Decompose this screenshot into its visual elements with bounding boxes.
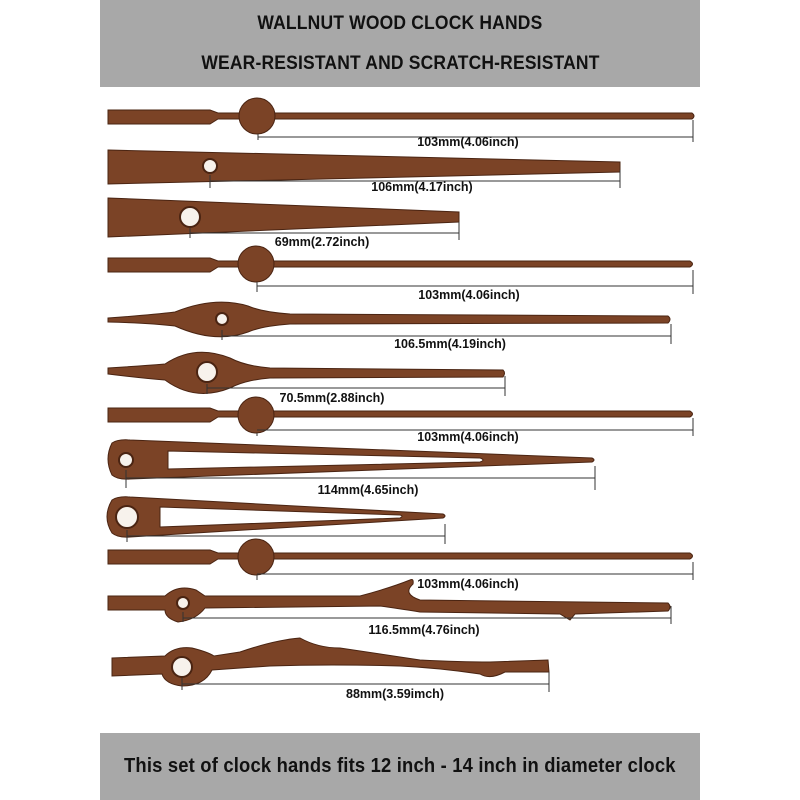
wood-hand-shape [108, 302, 670, 337]
wood-hand-shape [108, 550, 693, 564]
clock-hand-5 [108, 302, 671, 351]
hand-length-label: 103mm(4.06inch) [417, 430, 519, 444]
page-title: WALLNUT WOOD CLOCK HANDS [257, 12, 543, 34]
center-hole [216, 313, 228, 325]
wood-hand-shape [108, 408, 693, 422]
center-hole [177, 597, 189, 609]
wood-hand-shape [108, 198, 459, 237]
wood-hand-shape [238, 246, 274, 282]
wood-hand-shape [108, 150, 620, 184]
center-hole [180, 207, 200, 227]
hand-length-label: 103mm(4.06inch) [417, 135, 519, 149]
wood-hand-shape [108, 258, 693, 272]
title-banner [100, 0, 700, 87]
hand-length-label: 106.5mm(4.19inch) [394, 337, 506, 351]
hand-length-label: 69mm(2.72inch) [274, 235, 370, 249]
footer-banner [100, 733, 700, 800]
hand-length-label: 116.5mm(4.76inch) [368, 623, 480, 637]
clock-hand-7 [108, 397, 693, 444]
wood-hand-shape [108, 352, 505, 393]
clock-hand-4 [108, 246, 693, 302]
wood-hand-shape [239, 98, 275, 134]
wood-hand-shape [238, 539, 274, 575]
footer-caption: This set of clock hands fits 12 inch - 14 inch in diameter clock [124, 755, 676, 777]
hand-length-label: 114mm(4.65inch) [317, 483, 419, 497]
hand-length-label: 88mm(3.59imch) [346, 687, 444, 701]
clock-hand-12 [112, 638, 549, 701]
hand-length-label: 103mm(4.06inch) [418, 288, 520, 302]
hand-length-label: 106mm(4.17inch) [371, 180, 473, 194]
center-hole [203, 159, 217, 173]
center-hole [116, 506, 138, 528]
clock-hand-2 [108, 150, 620, 194]
hand-length-label: 70.5mm(2.88inch) [279, 391, 385, 405]
clock-hand-8 [108, 440, 595, 497]
clock-hand-1 [108, 98, 694, 149]
clock-hand-6 [108, 352, 505, 405]
center-hole [119, 453, 133, 467]
clock-hand-3 [108, 198, 459, 249]
clock-hand-9 [107, 497, 445, 544]
wood-hand-shape [108, 580, 670, 623]
clock-hands-illustration [0, 87, 800, 733]
page-subtitle: WEAR-RESISTANT AND SCRATCH-RESISTANT [200, 52, 600, 74]
center-hole [172, 657, 192, 677]
center-hole [197, 362, 217, 382]
clock-hand-11 [108, 580, 671, 638]
wood-hand-shape [108, 110, 694, 124]
hand-length-label: 103mm(4.06inch) [417, 577, 519, 591]
wood-hand-shape [238, 397, 274, 433]
